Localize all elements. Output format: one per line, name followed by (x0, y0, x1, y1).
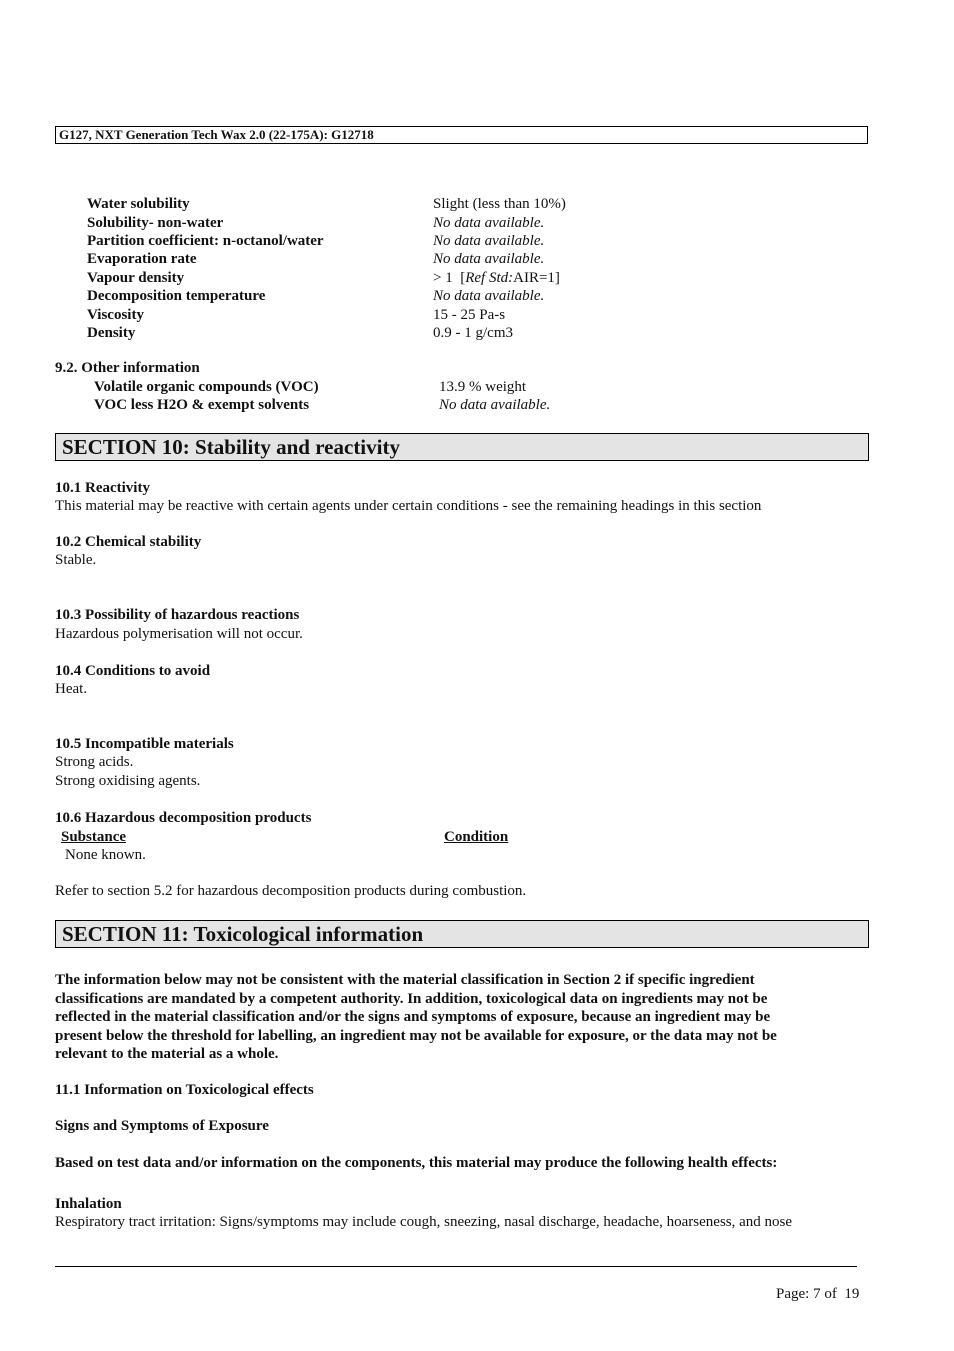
prop-value: No data available. (433, 215, 545, 231)
intro-line: reflected in the material classification and/or the signs and symptoms of exposure, because an ingredient may be (55, 1009, 771, 1025)
conditions-avoid-text: Heat. (55, 681, 88, 697)
prop-value-prefix: > 1 [ (433, 270, 466, 286)
prop-value (433, 270, 560, 287)
decomposition-product-row: None known. (65, 847, 146, 863)
intro-line: classifications are mandated by a competent authority. In addition, toxicological data on ingredients may not be (55, 990, 768, 1007)
prop-label: Solubility- non-water (87, 215, 224, 231)
voc-exempt-value: No data available. (439, 397, 551, 413)
toxicological-effects-heading: 11.1 Information on Toxicological effects (55, 1082, 314, 1098)
prop-value: Slight (less than 10%) (433, 196, 566, 212)
intro-line: The information below may not be consistent with the material classification in Section 2 if specific ingredient (55, 972, 755, 988)
document-header: G127, NXT Generation Tech Wax 2.0 (22-175A): G12718 (55, 126, 868, 144)
toxicology-intro (55, 971, 845, 1064)
prop-label: Vapour density (87, 270, 185, 286)
other-info-heading: 9.2. Other information (55, 360, 200, 376)
decomposition-products-heading: 10.6 Hazardous decomposition products (55, 810, 312, 826)
prop-label: Water solubility (87, 196, 190, 212)
voc-label: Volatile organic compounds (VOC) (94, 379, 319, 395)
chemical-stability-text: Stable. (55, 552, 97, 568)
signs-symptoms-heading: Signs and Symptoms of Exposure (55, 1118, 269, 1134)
footer-divider (55, 1266, 857, 1267)
prop-value: No data available. (433, 288, 545, 304)
reactivity-heading: 10.1 Reactivity (55, 480, 150, 496)
prop-value: No data available. (433, 233, 545, 249)
incompatible-materials-heading: 10.5 Incompatible materials (55, 736, 234, 752)
decomposition-note: Refer to section 5.2 for hazardous decomposition products during combustion. (55, 883, 527, 899)
prop-value: 0.9 - 1 g/cm3 (433, 325, 513, 341)
section-11-title: SECTION 11: Toxicological information (55, 920, 869, 948)
prop-label: Partition coefficient: n-octanol/water (87, 233, 324, 249)
incompatible-materials-line: Strong acids. (55, 754, 134, 770)
section-10-title: SECTION 10: Stability and reactivity (55, 433, 869, 461)
prop-label: Viscosity (87, 307, 144, 323)
inhalation-text: Respiratory tract irritation: Signs/symptoms may include cough, sneezing, nasal discharge, headache, hoarseness, and nose (55, 1214, 793, 1230)
voc-exempt-label: VOC less H2O & exempt solvents (94, 397, 310, 413)
voc-value: 13.9 % weight (439, 379, 527, 395)
prop-value-suffix: AIR=1] (513, 270, 560, 286)
prop-label: Evaporation rate (87, 251, 197, 267)
health-effects-statement: Based on test data and/or information on the components, this material may produce the following health effects: (55, 1155, 778, 1171)
prop-value-ref: Ref Std: (465, 270, 514, 286)
prop-value: No data available. (433, 251, 545, 267)
intro-line: present below the threshold for labelling, an ingredient may not be available for exposure, or the data may not be (55, 1027, 777, 1044)
condition-column-header: Condition (444, 829, 509, 845)
prop-label: Decomposition temperature (87, 288, 266, 304)
inhalation-heading: Inhalation (55, 1196, 122, 1212)
substance-column-header: Substance (61, 829, 127, 845)
page-number: Page: 7 of 19 (776, 1286, 860, 1302)
intro-line: relevant to the material as a whole. (55, 1046, 279, 1062)
reactivity-text: This material may be reactive with certain agents under certain conditions - see the remaining headings in this section (55, 498, 762, 514)
hazardous-reactions-heading: 10.3 Possibility of hazardous reactions (55, 607, 300, 623)
prop-value: 15 - 25 Pa-s (433, 307, 506, 323)
conditions-avoid-heading: 10.4 Conditions to avoid (55, 663, 211, 679)
hazardous-reactions-text: Hazardous polymerisation will not occur. (55, 626, 303, 642)
chemical-stability-heading: 10.2 Chemical stability (55, 534, 202, 550)
prop-label: Density (87, 325, 136, 341)
incompatible-materials-line: Strong oxidising agents. (55, 773, 201, 789)
